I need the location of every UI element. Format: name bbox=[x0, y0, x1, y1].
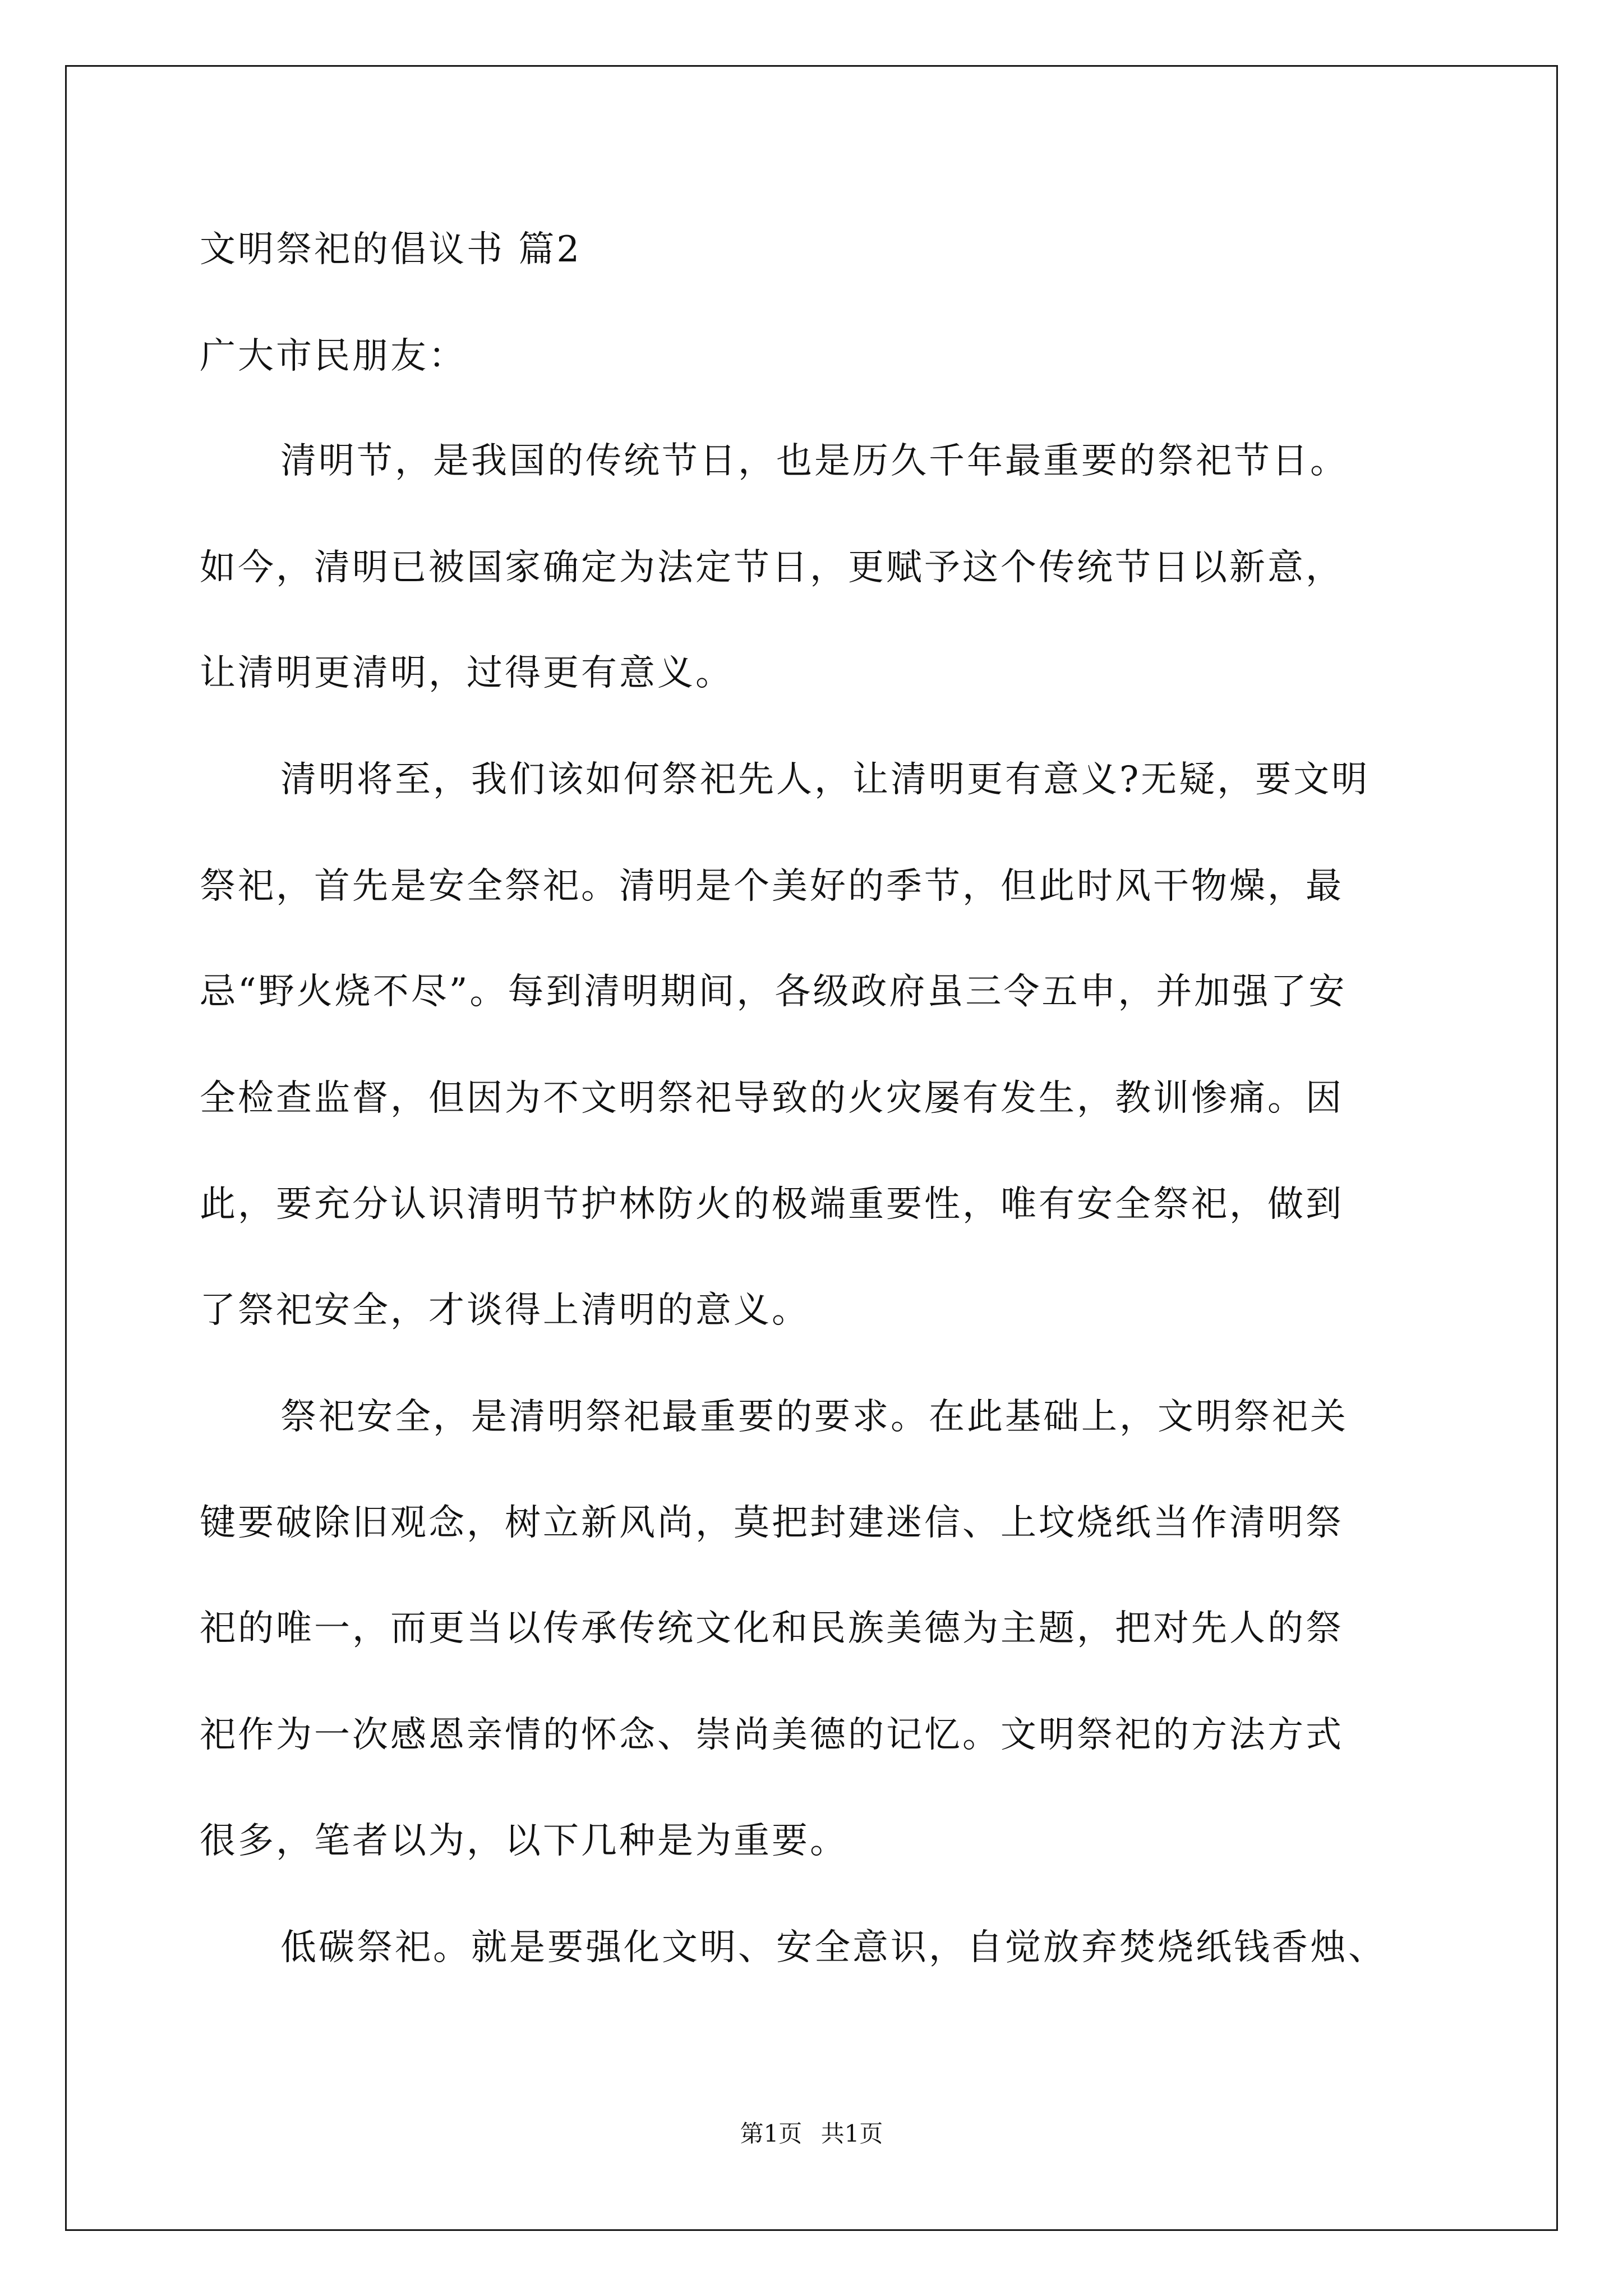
text-line: 清明节，是我国的传统节日，也是历久千年最重要的祭祀节日。 bbox=[280, 440, 1348, 482]
page-number: 第1页 bbox=[740, 2120, 803, 2147]
text-line: 清明将至，我们该如何祭祀先人，让清明更有意义?无疑，要文明 bbox=[280, 759, 1370, 800]
text-line: 祀作为一次感恩亲情的怀念、崇尚美德的记忆。文明祭祀的方法方式 bbox=[200, 1714, 1344, 1756]
page-border bbox=[65, 65, 1558, 2231]
text-line: 祀的唯一，而更当以传承传统文化和民族美德为主题，把对先人的祭 bbox=[200, 1608, 1344, 1649]
document-title: 文明祭祀的倡议书 篇2 bbox=[200, 229, 582, 270]
text-line: 全检查监督，但因为不文明祭祀导致的火灾屡有发生，教训惨痛。因 bbox=[200, 1078, 1344, 1119]
text-line: 如今，清明已被国家确定为法定节日，更赋予这个传统节日以新意， bbox=[200, 547, 1344, 588]
text-line: 让清明更清明，过得更有意义。 bbox=[200, 652, 734, 694]
text-line: 键要破除旧观念，树立新风尚，莫把封建迷信、上坟烧纸当作清明祭 bbox=[200, 1502, 1344, 1544]
text-line: 很多，笔者以为，以下几种是为重要。 bbox=[200, 1820, 848, 1862]
text-line: 低碳祭祀。就是要强化文明、安全意识，自觉放弃焚烧纸钱香烛、 bbox=[280, 1927, 1386, 1968]
text-line: 忌“野火烧不尽”。每到清明期间，各级政府虽三令五申，并加强了安 bbox=[200, 971, 1347, 1013]
salutation: 广大市民朋友： bbox=[200, 335, 467, 377]
text-line: 祭祀安全，是清明祭祀最重要的要求。在此基础上，文明祭祀关 bbox=[280, 1396, 1348, 1438]
text-line: 了祭祀安全，才谈得上清明的意义。 bbox=[200, 1290, 810, 1331]
page-total: 共1页 bbox=[820, 2120, 883, 2147]
text-line: 祭祀，首先是安全祭祀。清明是个美好的季节，但此时风干物燥，最 bbox=[200, 866, 1344, 907]
page-footer bbox=[0, 2118, 1623, 2150]
text-line: 此，要充分认识清明节护林防火的极端重要性，唯有安全祭祀，做到 bbox=[200, 1184, 1344, 1225]
